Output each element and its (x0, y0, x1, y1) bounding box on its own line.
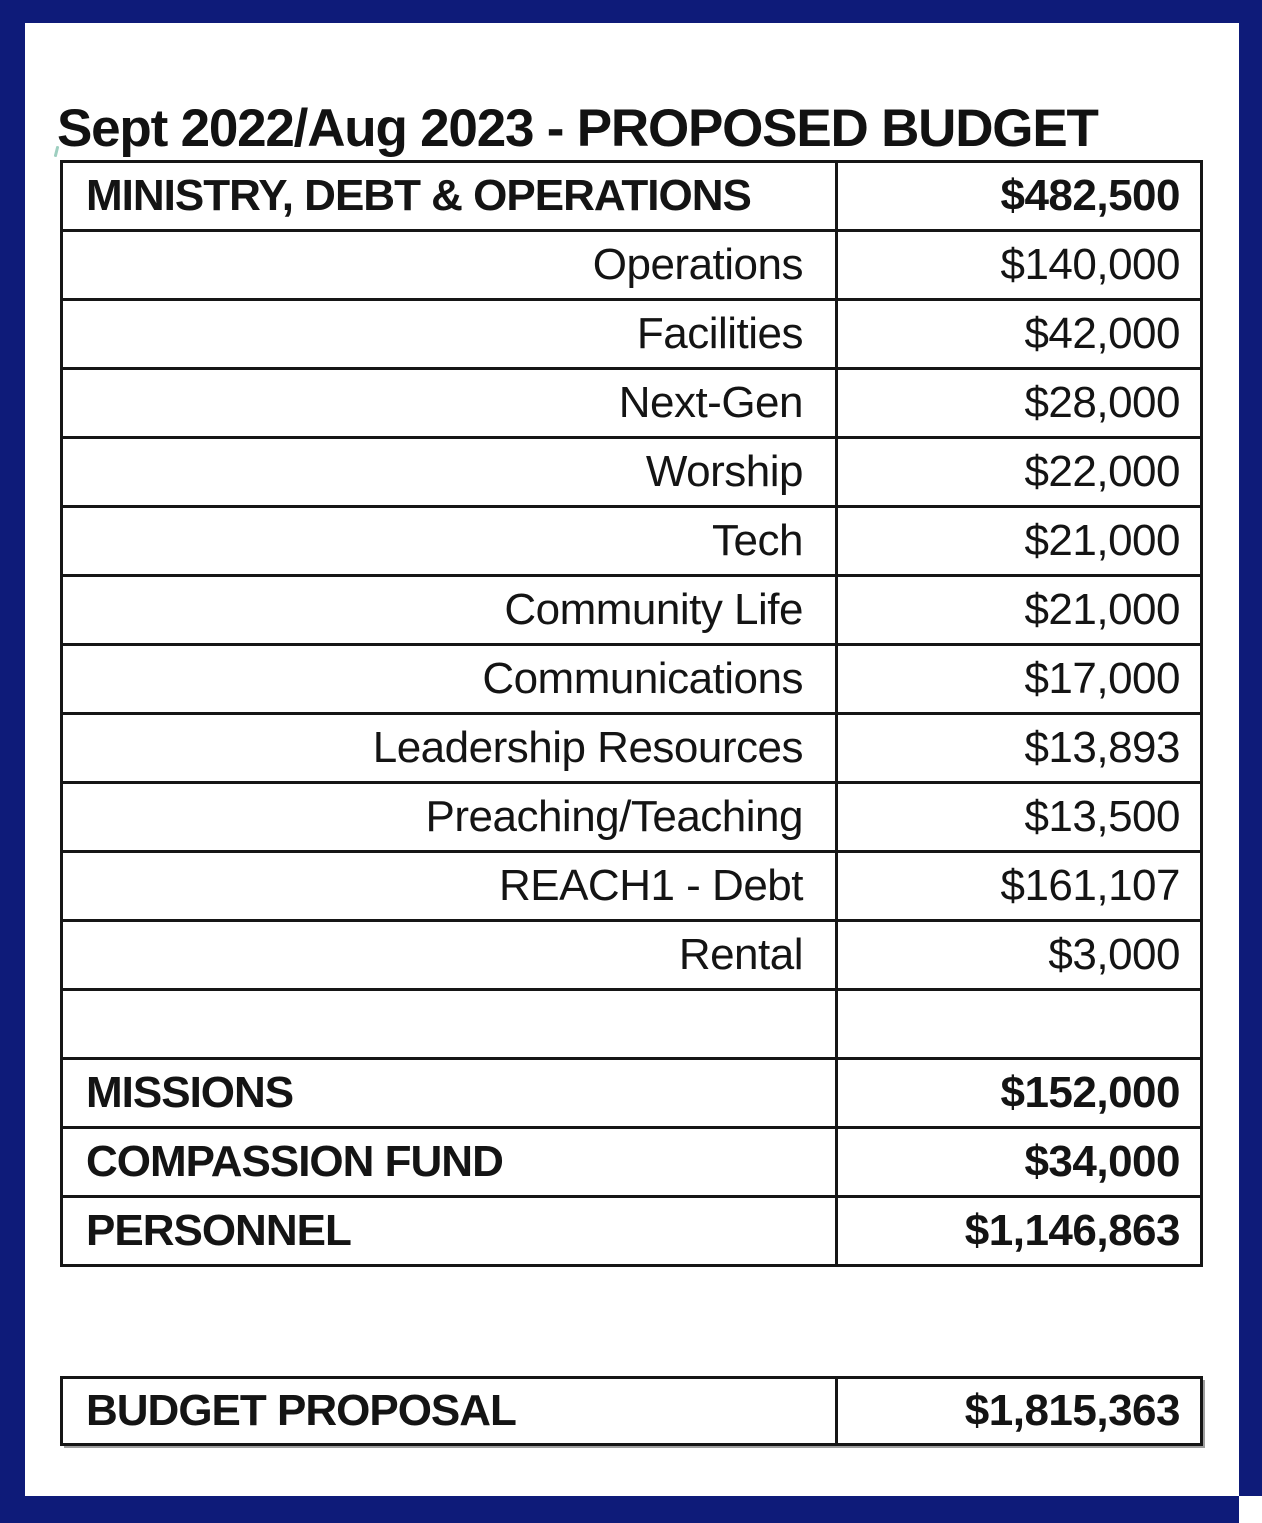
row-value (837, 990, 1202, 1059)
frame-border-right (1239, 0, 1262, 1496)
budget-proposal-table (60, 1376, 1203, 1446)
row-value: $34,000 (837, 1128, 1202, 1197)
row-label: Worship (62, 438, 837, 507)
table-row (62, 300, 1202, 369)
row-label: COMPASSION FUND (62, 1128, 837, 1197)
row-value: $21,000 (837, 507, 1202, 576)
table-row (62, 1197, 1202, 1266)
frame-border-left (0, 0, 25, 1523)
row-label (62, 990, 837, 1059)
table-row (62, 645, 1202, 714)
row-value: $140,000 (837, 231, 1202, 300)
row-label: Communications (62, 645, 837, 714)
table-row (62, 714, 1202, 783)
table-row (62, 921, 1202, 990)
row-value: $17,000 (837, 645, 1202, 714)
frame-border-bottom (0, 1496, 1239, 1523)
row-label: Operations (62, 231, 837, 300)
budget-table (60, 160, 1203, 1267)
row-label: REACH1 - Debt (62, 852, 837, 921)
row-value: $28,000 (837, 369, 1202, 438)
table-row (62, 852, 1202, 921)
row-value: $21,000 (837, 576, 1202, 645)
table-row (62, 369, 1202, 438)
row-value: $1,146,863 (837, 1197, 1202, 1266)
total-row-label: BUDGET PROPOSAL (62, 1378, 837, 1445)
row-label: MISSIONS (62, 1059, 837, 1128)
row-value: $482,500 (837, 162, 1202, 231)
table-row (62, 231, 1202, 300)
row-label: Tech (62, 507, 837, 576)
row-value: $42,000 (837, 300, 1202, 369)
table-row (62, 1059, 1202, 1128)
table-row (62, 438, 1202, 507)
row-value: $22,000 (837, 438, 1202, 507)
row-value: $13,500 (837, 783, 1202, 852)
row-value: $152,000 (837, 1059, 1202, 1128)
budget-table-body (62, 162, 1202, 1266)
row-value: $161,107 (837, 852, 1202, 921)
frame-border-top (0, 0, 1262, 23)
row-label: Leadership Resources (62, 714, 837, 783)
table-row (62, 990, 1202, 1059)
table-row (62, 783, 1202, 852)
row-label: Rental (62, 921, 837, 990)
table-row (62, 162, 1202, 231)
row-value: $13,893 (837, 714, 1202, 783)
row-label: Community Life (62, 576, 837, 645)
table-row (62, 507, 1202, 576)
row-value: $3,000 (837, 921, 1202, 990)
row-label: Preaching/Teaching (62, 783, 837, 852)
row-label: Next-Gen (62, 369, 837, 438)
row-label: PERSONNEL (62, 1197, 837, 1266)
row-label: MINISTRY, DEBT & OPERATIONS (62, 162, 837, 231)
page-title: Sept 2022/Aug 2023 - PROPOSED BUDGET (57, 98, 1098, 158)
row-label: Facilities (62, 300, 837, 369)
table-row (62, 1378, 1202, 1445)
table-row (62, 576, 1202, 645)
total-row-value: $1,815,363 (837, 1378, 1202, 1445)
table-row (62, 1128, 1202, 1197)
